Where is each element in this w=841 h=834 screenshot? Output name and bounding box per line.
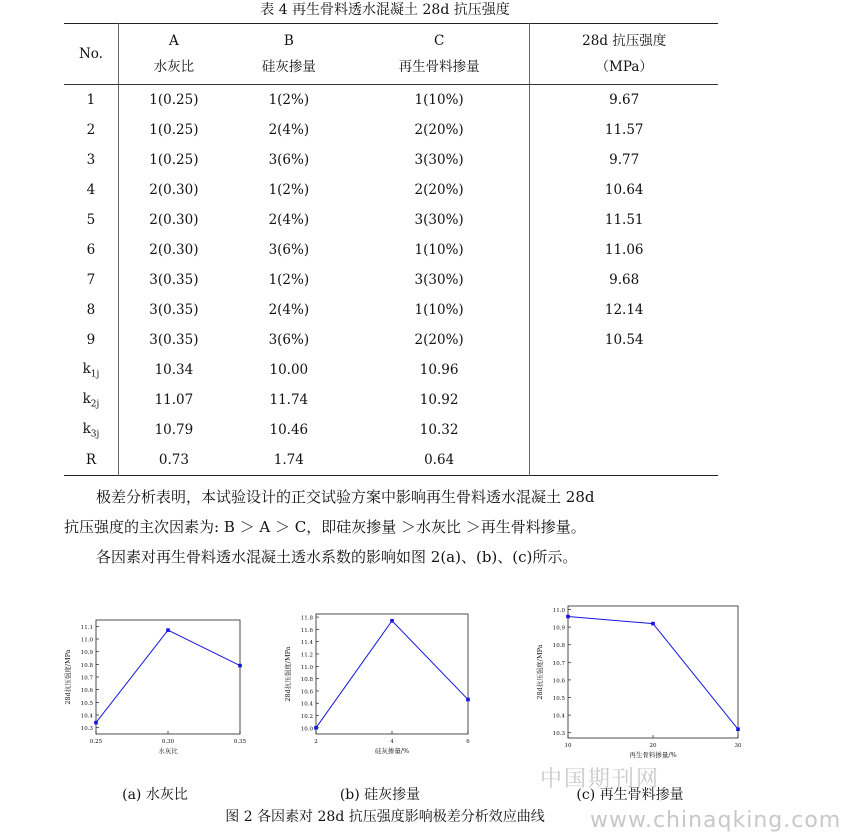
x-tick-label: 4 xyxy=(390,739,394,745)
y-tick-label: 11.4 xyxy=(300,640,313,647)
k-label xyxy=(64,355,118,385)
table-cell: 2(0.30) xyxy=(149,182,199,198)
y-tick-label: 10.5 xyxy=(552,696,565,703)
x-tick-label: 0.30 xyxy=(161,739,175,745)
x-tick-label: 0.35 xyxy=(233,739,247,745)
data-point xyxy=(314,726,318,730)
y-tick-label: 10.7 xyxy=(80,675,93,682)
table-cell: 0.73 xyxy=(158,452,189,468)
header-label: B xyxy=(283,33,294,49)
empty-cell xyxy=(530,385,718,415)
x-axis-label: 硅灰掺量/% xyxy=(374,747,410,755)
table-cell: 2(20%) xyxy=(414,332,464,348)
y-tick-label: 11.2 xyxy=(300,652,313,659)
table-row xyxy=(64,265,718,295)
y-tick-label: 10.4 xyxy=(80,713,93,720)
table-row xyxy=(64,115,718,145)
table-k-row xyxy=(64,415,718,445)
x-tick-label: 2 xyxy=(314,739,318,745)
table-cell: 11.07 xyxy=(154,392,194,408)
table-cell: 10.32 xyxy=(419,422,459,438)
table-cell: 1(0.25) xyxy=(149,152,199,168)
x-axis-label: 水灰比 xyxy=(158,747,178,755)
table-row xyxy=(64,205,718,235)
table-cell: 9.68 xyxy=(530,265,718,295)
k-label-base: k xyxy=(82,390,91,407)
header-sublabel: 硅灰掺量 xyxy=(261,59,316,75)
data-point xyxy=(651,622,655,626)
table-cell: 3(30%) xyxy=(414,212,464,228)
header-label: 28d 抗压强度 xyxy=(582,33,667,49)
table-caption: 表 4 再生骨料透水混凝土 28d 抗压强度 xyxy=(260,2,510,18)
y-axis-label: 28d抗压强度/MPa xyxy=(536,644,544,700)
y-tick-label: 10.6 xyxy=(80,688,93,695)
table-cell: 11.74 xyxy=(269,392,309,408)
table-header-cell xyxy=(229,24,349,85)
empty-cell xyxy=(530,415,718,445)
table-cell: 6 xyxy=(64,235,118,265)
table-k-row xyxy=(64,385,718,415)
x-tick-label: 20 xyxy=(649,743,657,749)
x-tick-label: 0.25 xyxy=(89,739,103,745)
table-range-row xyxy=(64,445,718,476)
table-cell: 11.51 xyxy=(530,205,718,235)
table-cell: 11.06 xyxy=(530,235,718,265)
table-cell: 8 xyxy=(64,295,118,325)
table-cell: 1(10%) xyxy=(414,302,464,318)
k-label-base: k xyxy=(82,420,91,437)
data-point xyxy=(566,615,570,619)
subcaption-b: (b) 硅灰掺量 xyxy=(339,787,421,803)
table-cell: 2(4%) xyxy=(268,212,310,228)
header-label: A xyxy=(169,33,179,49)
table-cell: 10.00 xyxy=(269,362,309,378)
subcaption-c: (c) 再生骨料掺量 xyxy=(576,787,684,803)
y-tick-label: 10.8 xyxy=(552,643,565,650)
table-cell: 2(20%) xyxy=(414,122,464,138)
table-row xyxy=(64,85,718,116)
header-label: C xyxy=(433,33,445,49)
y-tick-label: 10.9 xyxy=(80,650,93,657)
table-cell: 10.96 xyxy=(419,362,459,378)
k-label xyxy=(64,415,118,445)
table-cell: 3(0.35) xyxy=(149,332,199,348)
table-header-cell xyxy=(530,24,718,85)
y-tick-label: 11.0 xyxy=(80,637,93,644)
x-tick-label: 6 xyxy=(466,739,470,745)
header-label: No. xyxy=(78,46,103,62)
y-tick-label: 10.0 xyxy=(300,726,313,733)
table-cell: 1(2%) xyxy=(268,272,310,288)
x-tick-label: 30 xyxy=(734,743,742,749)
k-label xyxy=(64,385,118,415)
table-cell: 3(0.35) xyxy=(149,272,199,288)
watermark-text: 中国期刊网 xyxy=(540,767,661,792)
data-point xyxy=(390,619,394,623)
series-line xyxy=(316,621,468,728)
table-cell: 2(4%) xyxy=(268,122,310,138)
header-sublabel: 再生骨料掺量 xyxy=(398,59,480,75)
x-axis-label: 再生骨料掺量/% xyxy=(629,751,677,759)
chart-water-cement-ratio xyxy=(58,606,254,778)
table-cell: 3 xyxy=(64,145,118,175)
table-cell: 3(30%) xyxy=(414,152,464,168)
table-row xyxy=(64,235,718,265)
empty-cell xyxy=(530,355,718,385)
table-header-row xyxy=(64,24,718,85)
table-cell: 12.14 xyxy=(530,295,718,325)
table-cell: 2(20%) xyxy=(414,182,464,198)
table-cell: 10.92 xyxy=(419,392,459,408)
x-tick-label: 10 xyxy=(564,743,572,749)
k-label-subscript: 1j xyxy=(90,369,100,380)
data-point xyxy=(238,664,242,668)
data-point xyxy=(466,698,470,702)
table-cell: 9.77 xyxy=(530,145,718,175)
table-header-cell xyxy=(64,24,118,85)
data-point xyxy=(94,721,98,725)
figure-caption: 图 2 各因素对 28d 抗压强度影响极差分析效应曲线 xyxy=(225,809,545,825)
y-tick-label: 10.6 xyxy=(300,689,313,696)
series-line xyxy=(96,630,240,722)
y-tick-label: 11.1 xyxy=(80,624,93,631)
table-cell: 3(6%) xyxy=(268,332,310,348)
y-tick-label: 10.5 xyxy=(80,700,93,707)
table-cell: 1(10%) xyxy=(414,242,464,258)
y-tick-label: 10.4 xyxy=(552,713,565,720)
table-cell: 2(0.30) xyxy=(149,212,199,228)
table-cell: 10.54 xyxy=(530,325,718,355)
y-tick-label: 10.3 xyxy=(552,731,565,738)
table-header-cell xyxy=(118,24,228,85)
table-row xyxy=(64,325,718,355)
table-cell: 5 xyxy=(64,205,118,235)
table-cell: 11.57 xyxy=(530,115,718,145)
strength-table xyxy=(64,23,718,476)
table-cell: 9 xyxy=(64,325,118,355)
plot-frame xyxy=(316,614,468,734)
header-sublabel: 水灰比 xyxy=(153,59,195,75)
analysis-paragraph-line2: 抗压强度的主次因素为: B ＞ A ＞ C，即硅灰掺量 ＞水灰比 ＞再生骨料掺量。 xyxy=(64,518,586,536)
table-cell: 1(2%) xyxy=(268,92,310,108)
table-cell: 10.64 xyxy=(530,175,718,205)
table-k-row xyxy=(64,355,718,385)
y-tick-label: 10.8 xyxy=(300,677,313,684)
table-cell: 1 xyxy=(64,85,118,116)
y-tick-label: 10.2 xyxy=(300,714,313,721)
table-row xyxy=(64,295,718,325)
analysis-paragraph-line1: 极差分析表明，本试验设计的正交试验方案中影响再生骨料透水混凝土 28d xyxy=(96,488,595,506)
y-tick-label: 10.4 xyxy=(300,701,313,708)
plot-frame xyxy=(568,606,738,738)
table-cell: 3(30%) xyxy=(414,272,464,288)
table-cell: 10.79 xyxy=(154,422,194,438)
y-axis-label: 28d抗压强度/MPa xyxy=(284,646,292,702)
chart-recycled-aggregate xyxy=(512,592,752,778)
y-tick-label: 11.0 xyxy=(300,664,313,671)
chart-silica-fume xyxy=(258,600,488,778)
header-sublabel: （MPa） xyxy=(595,59,653,75)
table-cell: 2(0.30) xyxy=(149,242,199,258)
table-cell: 3(6%) xyxy=(268,242,310,258)
k-label-base: k xyxy=(82,360,91,377)
y-tick-label: 10.9 xyxy=(552,625,565,632)
data-point xyxy=(166,628,170,632)
k-label-subscript: 2j xyxy=(90,399,100,410)
table-cell: 4 xyxy=(64,175,118,205)
y-tick-label: 10.7 xyxy=(552,660,565,667)
table-cell: 3(0.35) xyxy=(149,302,199,318)
table-cell: 1(10%) xyxy=(414,92,464,108)
table-cell: 10.34 xyxy=(154,362,194,378)
table-cell: 10.46 xyxy=(269,422,309,438)
table-cell: 0.64 xyxy=(424,452,455,468)
k-label-subscript: 3j xyxy=(90,429,100,440)
table-cell: 9.67 xyxy=(530,85,718,116)
table-cell: 2 xyxy=(64,115,118,145)
y-tick-label: 11.8 xyxy=(300,615,313,622)
table-cell: 1.74 xyxy=(273,452,304,468)
y-tick-label: 10.6 xyxy=(552,678,565,685)
table-cell: 7 xyxy=(64,265,118,295)
table-cell: 1(2%) xyxy=(268,182,310,198)
table-cell: 1(0.25) xyxy=(149,92,199,108)
y-tick-label: 11.6 xyxy=(300,627,313,634)
series-line xyxy=(568,617,738,730)
table-cell: 1(0.25) xyxy=(149,122,199,138)
figure-reference-paragraph: 各因素对再生骨料透水混凝土透水系数的影响如图 2(a)、(b)、(c)所示。 xyxy=(96,548,578,566)
y-tick-label: 11.0 xyxy=(552,608,565,615)
range-label: R xyxy=(64,445,118,476)
table-cell: 3(6%) xyxy=(268,152,310,168)
y-axis-label: 28d抗压强度/MPa xyxy=(64,649,72,705)
table-row xyxy=(64,175,718,205)
empty-cell xyxy=(530,445,718,476)
subcaption-a: (a) 水灰比 xyxy=(122,787,188,803)
table-header-cell xyxy=(349,24,530,85)
y-tick-label: 10.3 xyxy=(80,726,93,733)
data-point xyxy=(736,727,740,731)
y-tick-label: 10.8 xyxy=(80,662,93,669)
plot-frame xyxy=(96,620,240,734)
table-row xyxy=(64,145,718,175)
watermark-url: www.chinaqking.com xyxy=(590,808,841,833)
table-cell: 2(4%) xyxy=(268,302,310,318)
